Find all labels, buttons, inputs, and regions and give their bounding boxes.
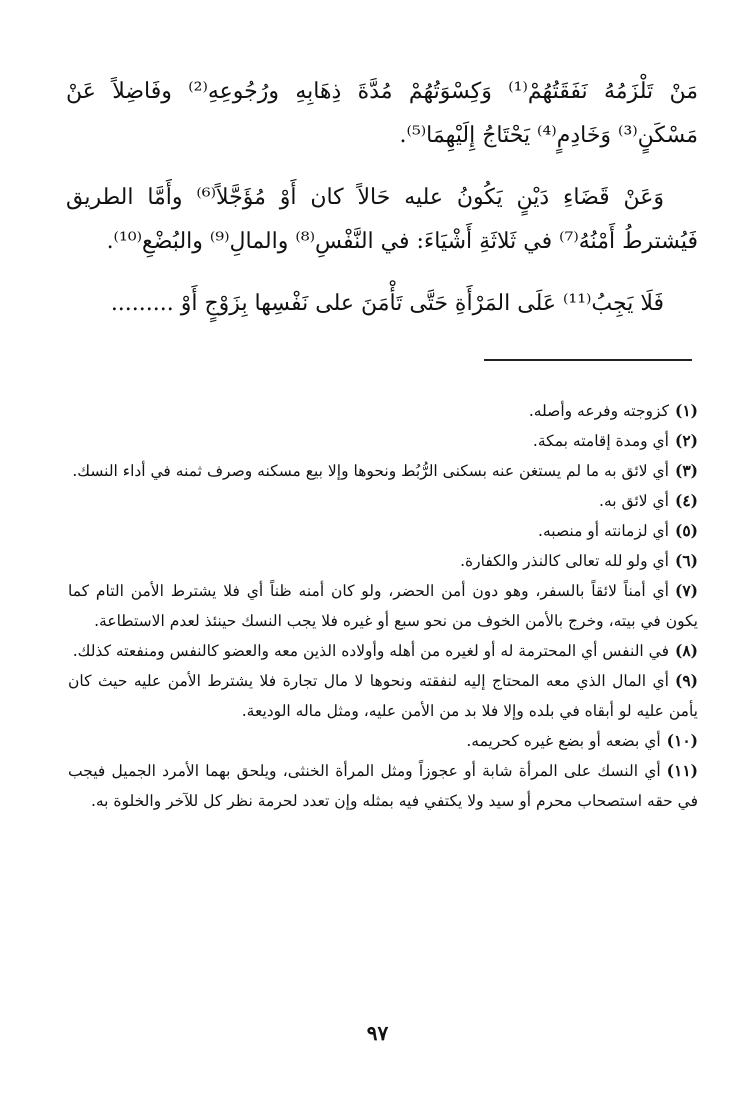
footnote-separator bbox=[484, 359, 692, 361]
footnote-8 bbox=[68, 636, 698, 666]
footnote-11 bbox=[68, 756, 698, 816]
footnote-number: (٧) bbox=[674, 581, 698, 600]
footnote-9 bbox=[68, 666, 698, 726]
main-text bbox=[66, 70, 698, 344]
footnote-text: أي النسك على المرأة شابة أو عجوزاً ومثل المرأة الخنثى، ويلحق بهما الأمرد الجميل فيجب في حقه استصحاب محرم أو سيد ولا يكتفي فيه بمثله وإن تعدد لحرمة نظر كل للآخر والخلوة به. bbox=[68, 762, 698, 810]
footnote-text: كزوجته وفرعه وأصله. bbox=[528, 402, 669, 420]
footnote-1 bbox=[68, 396, 698, 426]
footnote-number: (٣) bbox=[674, 461, 698, 480]
footnote-2 bbox=[68, 426, 698, 456]
footnote-text: في النفس أي المحترمة له أو لغيره من أهله وأولاده الذين معه والعضو كالنفس ومنفعته كذلك. bbox=[72, 642, 669, 660]
footnote-10 bbox=[68, 726, 698, 756]
footnote-text: أي المال الذي معه المحتاج إليه لنفقته ونحوها لا مال تجارة فلا يشترط الأمن عليه حيث كان يأمن عليه لو أبقاه في بلده وإلا فلا بد من الأمن عليه، ومثل ماله الوديعة. bbox=[68, 672, 698, 720]
footnote-text: أي ومدة إقامته بمكة. bbox=[532, 432, 669, 450]
footnote-text: أي أمناً لائقاً بالسفر، وهو دون أمن الحضر، ولو كان أمنه ظناً أي فلا يشترط الأمن التام كما يكون في بيته، وخرج بالأمن الخوف من نحو سبع أو غيره فلا يجب النسك حينئذ لعدم الاستطاعة. bbox=[68, 582, 698, 630]
footnote-number: (١٠) bbox=[666, 731, 698, 750]
main-paragraph-1: مَنْ تَلْزَمُهُ نَفَقَتُهُمْ⁽¹⁾ وَكِسْوَتُهُمْ مُدَّةَ ذِهَابِهِ ورُجُوعِهِ⁽²⁾ وفَاضِلاً عَنْ مَسْكَنٍ⁽³⁾ وَخَادِمٍ⁽⁴⁾ يَحْتَاجُ إِلَيْهِمَا⁽⁵⁾. bbox=[66, 79, 698, 148]
footnote-6 bbox=[68, 546, 698, 576]
footnote-3 bbox=[68, 456, 698, 486]
footnote-number: (٦) bbox=[674, 551, 698, 570]
footnote-text: أي ولو لله تعالى كالنذر والكفارة. bbox=[460, 552, 669, 570]
footnote-number: (٥) bbox=[674, 521, 698, 540]
footnote-number: (١) bbox=[674, 401, 698, 420]
page-number: ٩٧ bbox=[366, 1021, 389, 1045]
footnote-number: (٤) bbox=[674, 491, 698, 510]
footnote-7 bbox=[68, 576, 698, 636]
footnote-number: (٨) bbox=[674, 641, 698, 660]
footnote-4 bbox=[68, 486, 698, 516]
footnote-text: أي بضعه أو بضع غيره كحريمه. bbox=[466, 732, 661, 750]
footnote-text: أي لائق به ما لم يستغن عنه بسكنى الرُّبُط ونحوها وإلا بيع مسكنه وصرف ثمنه في أداء النسك. bbox=[72, 462, 669, 480]
footnote-text: أي لزمانته أو منصبه. bbox=[538, 522, 669, 540]
footnote-5 bbox=[68, 516, 698, 546]
footnote-text: أي لائق به. bbox=[599, 492, 669, 510]
footnote-number: (٢) bbox=[674, 431, 698, 450]
footnote-number: (٩) bbox=[674, 671, 698, 690]
footnote-number: (١١) bbox=[666, 761, 698, 780]
footnotes bbox=[68, 396, 698, 816]
main-paragraph-3: فَلَا يَجِبُ⁽¹¹⁾ عَلَى المَرْأَةِ حَتَّى تَأْمَنَ على نَفْسِها بِزَوْجٍ أَوْ ......... bbox=[110, 291, 664, 316]
main-paragraph-2: وَعَنْ قَضَاءِ دَيْنٍ يَكُونُ عليه حَالاً كان أَوْ مُؤَجَّلاً⁽⁶⁾ وأَمَّا الطريق فَيُشترطُ أَمْنُهُ⁽⁷⁾ في ثَلاثَةِ أَشْيَاءَ: في النَّفْسِ⁽⁸⁾ والمالِ⁽⁹⁾ والبُضْعِ⁽¹⁰⁾. bbox=[66, 185, 698, 254]
